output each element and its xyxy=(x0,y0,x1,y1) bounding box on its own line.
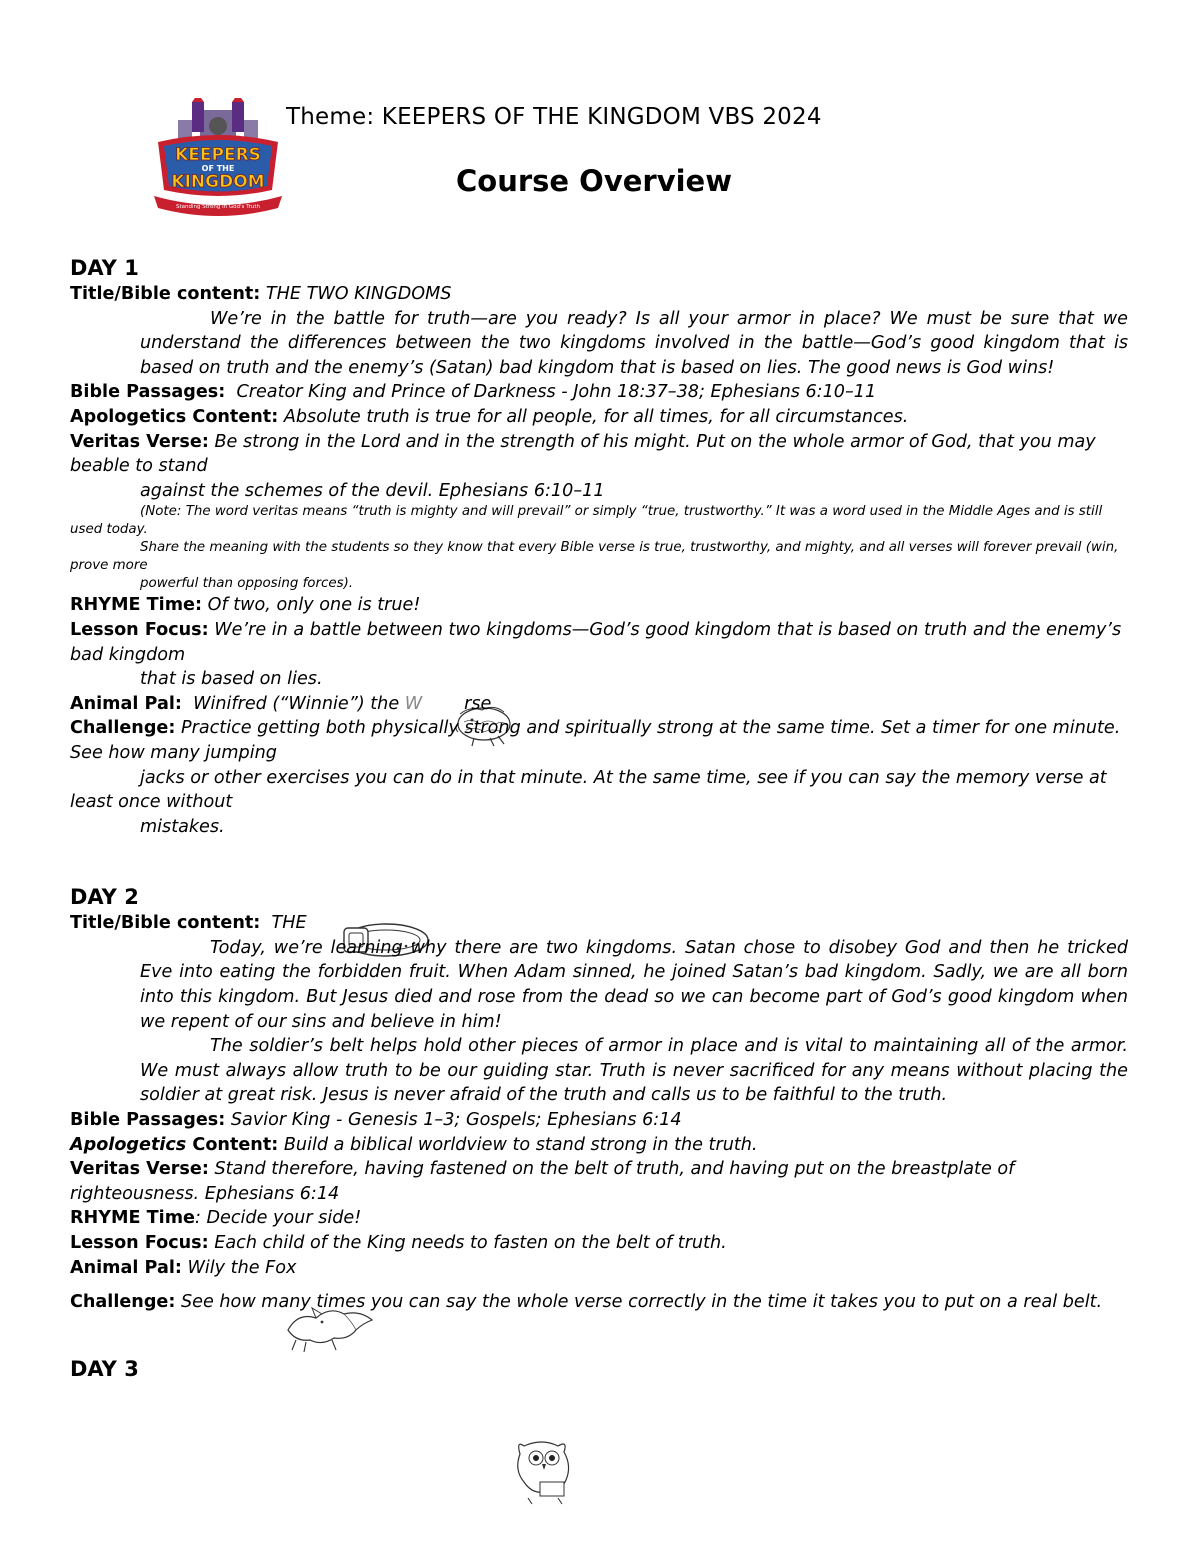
rhyme-value: Of two, only one is true! xyxy=(207,595,421,616)
verse-label: Veritas Verse: xyxy=(70,1159,209,1180)
apologetics-value: Build a biblical worldview to stand strong in the truth. xyxy=(283,1134,758,1155)
day1-challenge xyxy=(70,716,1128,765)
vbs-logo xyxy=(152,98,284,220)
day1-apologetics xyxy=(70,405,1128,430)
day2-animal-pal xyxy=(70,1256,1128,1281)
svg-text:OF THE: OF THE xyxy=(201,164,235,173)
verse-value: Be strong in the Lord and in the strength of his might. Put on the whole armor of God, that you may beable to stand xyxy=(70,431,1096,477)
day2-heading: DAY 2 xyxy=(70,885,139,910)
rhyme-value: : Decide your side! xyxy=(194,1208,362,1229)
day1-verse xyxy=(70,430,1128,479)
title-label: Title/Bible content: xyxy=(70,284,261,304)
day2-intro-2: The soldier’s belt helps hold other pieces of armor in place and is vital to maintaining all of the armor. We must always allow truth to be our guiding star. Truth is never sacrificed for any means without placing the soldier at great risk. Jesus is never afraid of the truth and calls us to be faithful to the truth. xyxy=(140,1036,1128,1106)
day1-note-3: powerful than opposing forces). xyxy=(140,576,354,592)
apologetics-value: Absolute truth is true for all people, for all times, for all circumstances. xyxy=(283,406,909,427)
day2-verse xyxy=(70,1157,1128,1206)
day2-focus xyxy=(70,1231,1128,1256)
day1-note-2 xyxy=(70,539,1128,575)
day2-passages xyxy=(70,1108,1128,1133)
title-label: Title/Bible content: xyxy=(70,913,261,934)
pal-value-a: Winifred (“Winnie”) the xyxy=(193,693,405,714)
verse-value: Stand therefore, having fastened on the belt of truth, and having put on the breastplate of righteousness. Ephesians 6:14 xyxy=(70,1159,1015,1204)
focus-label: Lesson Focus: xyxy=(70,619,209,640)
pal-label: Animal Pal: xyxy=(70,1257,182,1278)
challenge-value: Practice getting both physically strong and spiritually strong at the same time. Set a timer for one minute. See how many jumping xyxy=(70,718,1121,763)
day2-apologetics xyxy=(70,1133,1128,1158)
day1-note-1 xyxy=(70,503,1128,539)
verse-label: Veritas Verse: xyxy=(70,431,209,452)
day1-rhyme xyxy=(70,593,1128,618)
title-value: THE xyxy=(271,913,307,934)
day1-verse-cont: against the schemes of the devil. Ephesians 6:10–11 xyxy=(140,480,605,501)
day1-intro: We’re in the battle for truth—are you ready? Is all your armor in place? We must be sure that we understand the differences between the two kingdoms involved in the battle—God’s good kingdom that is based on truth and the enemy’s (Satan) bad kingdom that is based on lies. The good news is God wins! xyxy=(140,308,1128,378)
challenge-label: Challenge: xyxy=(70,718,176,739)
apologetics-label-a: Apologetics xyxy=(70,1134,187,1155)
pal-value: Wily the Fox xyxy=(187,1257,297,1278)
owl-illustration xyxy=(510,1436,576,1506)
day1-focus-cont: that is based on lies. xyxy=(140,669,323,690)
passages-label: Bible Passages: xyxy=(70,1110,226,1131)
title-value: THE TWO KINGDOMS xyxy=(265,284,452,304)
challenge-text-2: jacks or other exercises you can do in that minute. At the same time, see if you can say the memory verse at least once without xyxy=(70,767,1107,813)
pal-label: Animal Pal: xyxy=(70,693,182,714)
passages-value: Savior King - Genesis 1–3; Gospels; Ephesians 6:14 xyxy=(230,1110,682,1131)
passages-label: Bible Passages: xyxy=(70,382,226,403)
day3-heading: DAY 3 xyxy=(70,1356,139,1381)
challenge-label: Challenge: xyxy=(70,1292,176,1313)
course-overview-body xyxy=(70,254,1128,1383)
page-title: Course Overview xyxy=(456,164,733,198)
svg-text:Standing Strong in God's Truth: Standing Strong in God's Truth xyxy=(175,204,261,210)
pal-value-c: rse xyxy=(464,693,492,714)
day2-challenge xyxy=(70,1290,1128,1315)
day1-challenge-cont xyxy=(70,766,1128,815)
theme-line: Theme: KEEPERS OF THE KINGDOM VBS 2024 xyxy=(286,104,822,130)
day1-passages xyxy=(70,380,1128,405)
day1-focus xyxy=(70,618,1128,667)
note-text-1: (Note: The word veritas means “truth is mighty and will prevail” or simply “true, trustworthy.” It was a word used in the Middle Ages and is still used today. xyxy=(70,504,1103,538)
apologetics-label-b: Content: xyxy=(186,1134,279,1155)
focus-value: Each child of the King needs to fasten on the belt of truth. xyxy=(214,1233,727,1253)
note-text-2: Share the meaning with the students so they know that every Bible verse is true, trustworthy, and mighty, and all verses will forever prevail (win, prove more xyxy=(70,540,1119,574)
focus-label: Lesson Focus: xyxy=(70,1233,209,1253)
pal-value-b: W xyxy=(404,693,423,714)
day1-heading: DAY 1 xyxy=(70,256,139,280)
day1-animal-pal xyxy=(70,692,1128,717)
focus-value: We’re in a battle between two kingdoms—God’s good kingdom that is based on truth and the enemy’s bad kingdom xyxy=(70,619,1122,665)
challenge-value: See how many times you can say the whole verse correctly in the time it takes you to put on a real belt. xyxy=(181,1292,1103,1313)
day1-challenge-end: mistakes. xyxy=(140,816,225,837)
rhyme-label: RHYME Time xyxy=(70,1208,195,1229)
passages-value: Creator King and Prince of Darkness - John 18:37–38; Ephesians 6:10–11 xyxy=(236,382,877,403)
svg-text:KEEPERS: KEEPERS xyxy=(175,145,261,165)
rhyme-label: RHYME Time: xyxy=(70,595,202,616)
day2-intro-1: Today, we’re learning why there are two kingdoms. Satan chose to disobey God and then he tricked Eve into eating the forbidden fruit. When Adam sinned, he joined Satan’s bad kingdom. Sadly, we are all born into this kingdom. But Jesus died and rose from the dead so we can become part of God’s good kingdom when we repent of our sins and believe in him! xyxy=(140,937,1128,1032)
svg-text:KINGDOM: KINGDOM xyxy=(171,172,265,192)
apologetics-label: Apologetics Content: xyxy=(70,406,279,427)
day2-title-line xyxy=(70,911,1128,936)
day1-title-line xyxy=(70,282,1128,307)
day2-rhyme xyxy=(70,1206,1128,1231)
